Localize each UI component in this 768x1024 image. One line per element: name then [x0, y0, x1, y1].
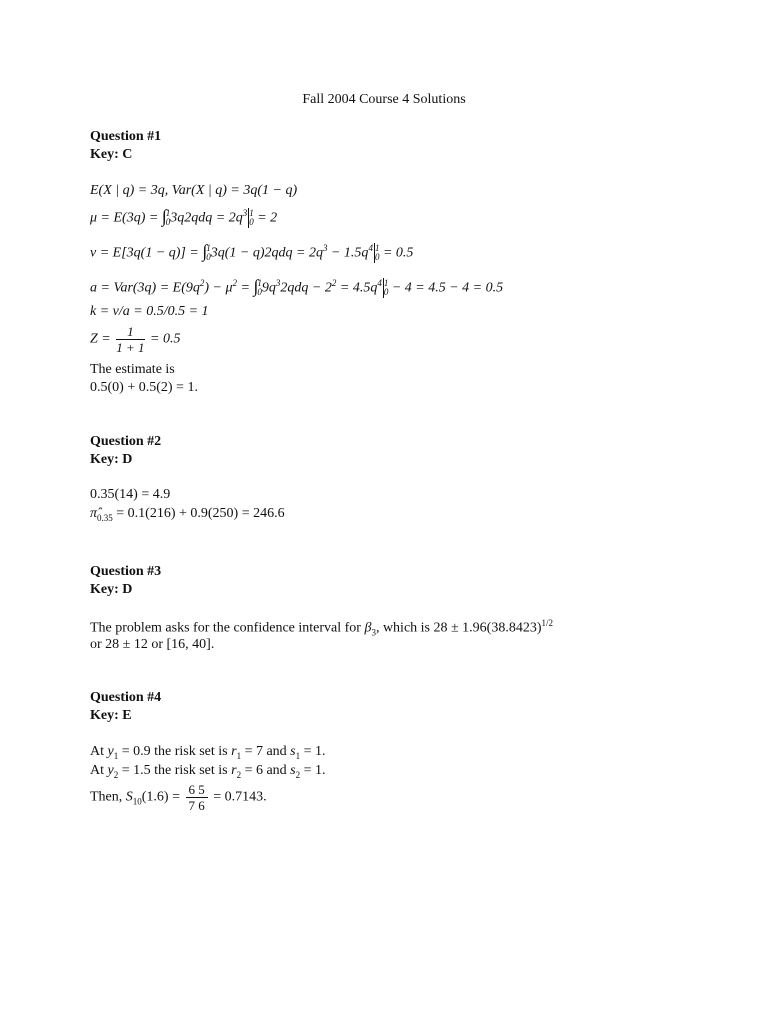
integral-sign: ∫: [161, 205, 167, 226]
q1-eq2-int: 3q2qdq = 2q: [170, 210, 243, 226]
q4-line2: At $y_2 = 1.5$ the risk set is $r_2 = 6$ and $s_2 = 1$.: [90, 763, 326, 780]
q1-eq4: $a = Var(3q) = E(9q^2) - \mu^2$ = ∫ 1 0 $9q^32qdq - 2^2 = 4.5q^4$ 1 0 − 4 = 4.5 − 4 = 0.5: [90, 275, 504, 298]
q1-eq3: v = E[3q(1 − q)] = ∫ 1 0 $3q(1 - q)2qdq = 2q^3 - 1.5q^4$ 1 0 = 0.5: [90, 240, 414, 263]
q3-line2: or 28 ± 12 or [16, 40].: [90, 637, 215, 652]
q1-eq2-right: = 2: [253, 210, 278, 226]
q1-text2: 0.5(0) + 0.5(2) = 1.: [90, 380, 198, 395]
eval-limits: 1 0: [383, 278, 389, 298]
q3-heading: Question #3: [90, 564, 162, 579]
q1-eq6: Z = $\frac{1}{1 + 1}$ = 0.5: [90, 324, 181, 355]
q4-key: Key: E: [90, 708, 132, 723]
integral-sign: ∫: [202, 240, 208, 261]
q3-line1: The problem asks for the confidence interval for $\beta_3$, which is $28 \pm 1.96(38.8423)^{1/2}$: [90, 618, 554, 638]
q4-line1: At $y_1 = 0.9$ the risk set is $r_1 = 7$ and $s_1 = 1$.: [90, 744, 326, 761]
q4-heading: Question #4: [90, 690, 162, 705]
q2-heading: Question #2: [90, 434, 162, 449]
q1-heading: Question #1: [90, 129, 162, 144]
integral-limits: 1 0: [206, 243, 211, 263]
q1-eq2-left: μ = E(3q) =: [90, 210, 162, 226]
q1-eq2: μ = E(3q) = ∫ 1 0 $3q2qdq = 2q^3$ 1 0 = 2: [90, 205, 278, 228]
q3-key: Key: D: [90, 582, 133, 597]
q1-key: Key: C: [90, 147, 133, 162]
document-title: Fall 2004 Course 4 Solutions: [302, 92, 466, 107]
q1-eq5: k = v/a = 0.5/0.5 = 1: [90, 304, 209, 319]
fraction: $\frac{6 5}{7 6}$: [186, 782, 208, 813]
q1-text1: The estimate is: [90, 362, 175, 377]
q2-eq1: 0.35(14) = 4.9: [90, 487, 171, 502]
q4-line3: Then, $S_{10}(1.6)$ = $\frac{6 5}{7 6}$ = 0.7143.: [90, 782, 267, 813]
integral-limits: 1 0: [165, 208, 171, 228]
q2-key: Key: D: [90, 452, 133, 467]
fraction: $\frac{1}{1 + 1}$: [116, 324, 145, 355]
eval-limits: 1 0: [249, 208, 254, 228]
eval-limits: 1 0: [374, 243, 380, 263]
q2-eq2: $\pî_{0.35} = 0.1(216) + 0.9(250) = 246.6$: [90, 506, 285, 523]
q1-eq1: E(X | q) = 3q, Var(X | q) = 3q(1 − q): [90, 183, 298, 198]
integral-limits: 1 0: [257, 278, 262, 298]
integral-sign: ∫: [253, 275, 259, 296]
